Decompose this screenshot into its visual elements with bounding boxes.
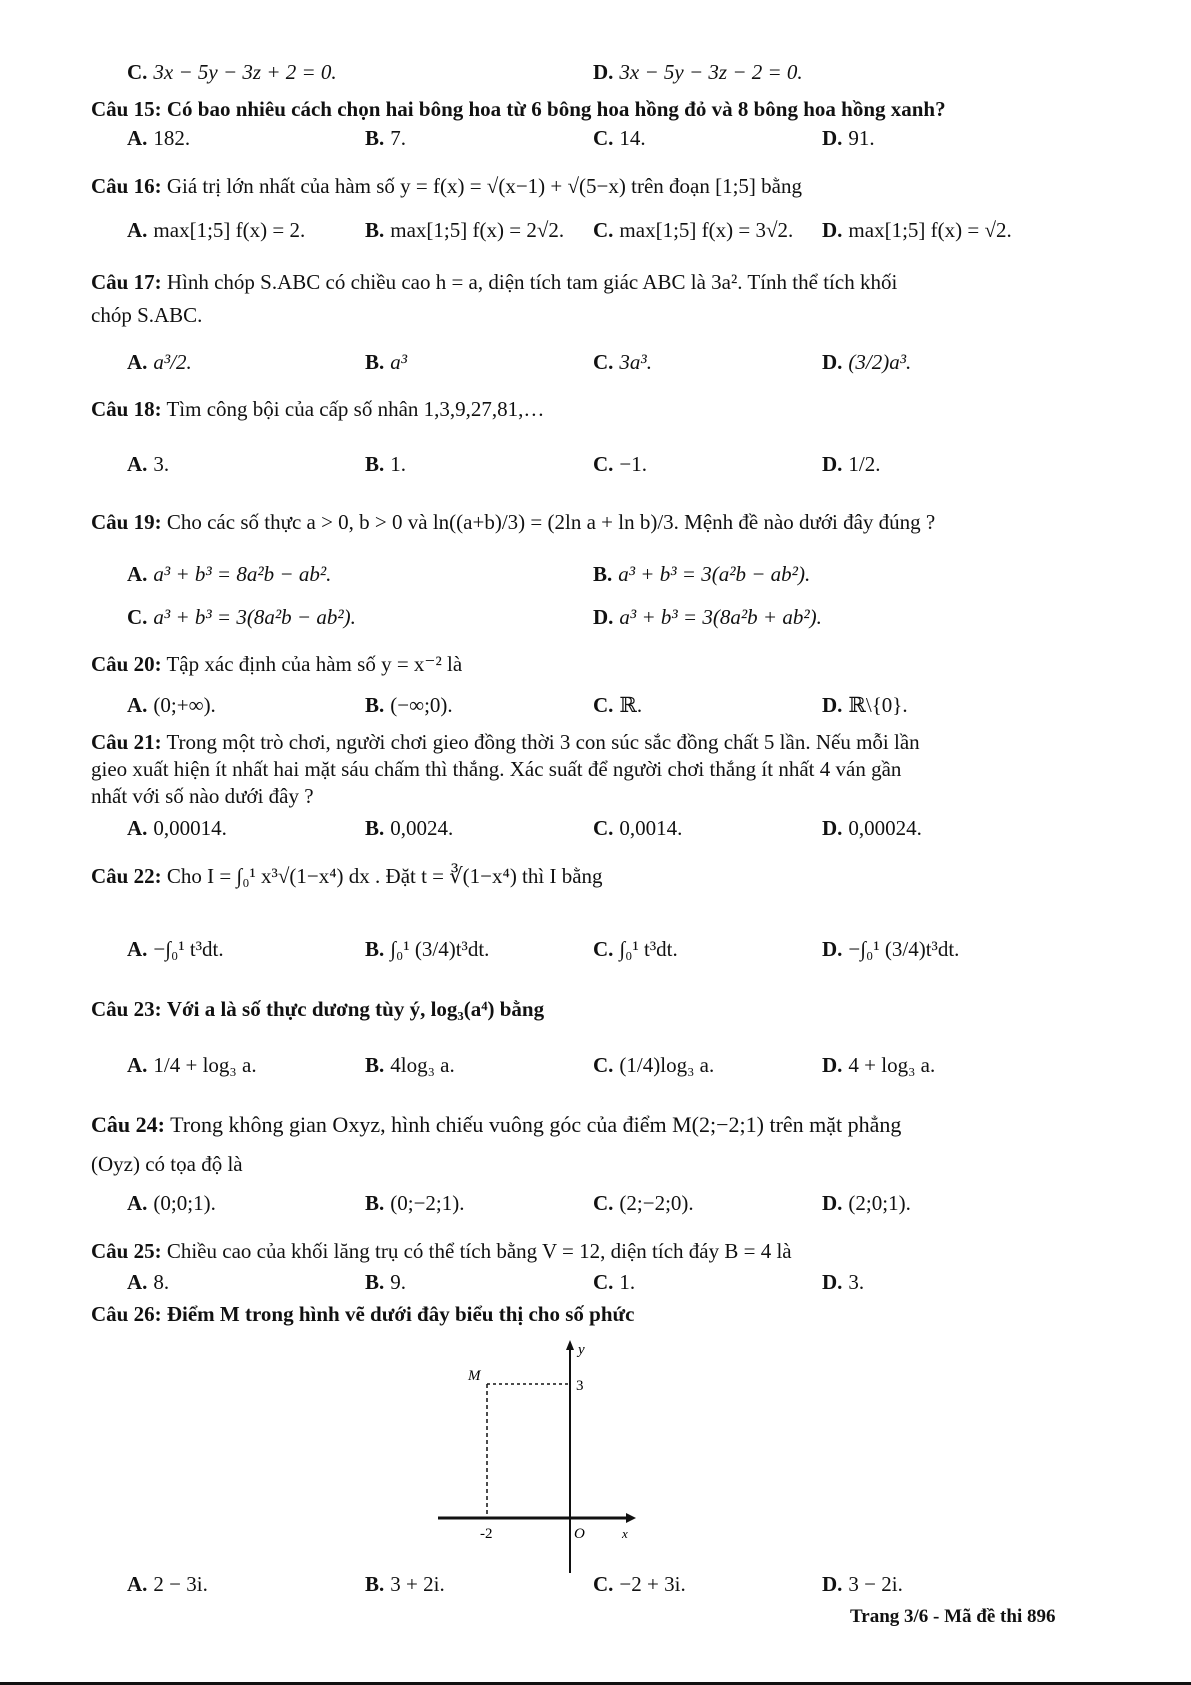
x-axis-label: x <box>622 1526 628 1541</box>
question-24-line2: (Oyz) có tọa độ là <box>91 1152 243 1176</box>
question-text: Cho các số thực a > 0, b > 0 và ln((a+b)/3) = (2ln a + ln b)/3. Mệnh đề nào dưới đây đúng ? <box>166 510 936 534</box>
question-text: Cho I = ∫₀¹ x³√(1−x⁴) dx . Đặt t = ∛(1−x⁴) thì I bằng <box>166 864 603 888</box>
option-a: A. 2 − 3i. <box>127 1572 208 1596</box>
question-21 <box>0 730 1191 760</box>
q20-options <box>0 693 1191 723</box>
question-number: Câu 18: <box>91 397 162 421</box>
question-number: Câu 21: <box>91 730 162 754</box>
option-c: C. (2;−2;0). <box>593 1191 694 1215</box>
q16-options <box>0 218 1191 248</box>
page-footer: Trang 3/6 - Mã đề thi 896 <box>850 1606 1056 1627</box>
question-text: Điểm M trong hình vẽ dưới đây biểu thị cho số phức <box>166 1302 635 1326</box>
q24-options <box>0 1191 1191 1221</box>
option-c: C. 3x − 5y − 3z + 2 = 0. <box>127 60 337 84</box>
question-16 <box>0 174 1191 204</box>
option-b: B. a³ <box>365 350 408 374</box>
question-number: Câu 22: <box>91 864 162 888</box>
question-15 <box>0 97 1191 127</box>
option-c: C. −2 + 3i. <box>593 1572 686 1596</box>
question-text: Tìm công bội của cấp số nhân 1,3,9,27,81,… <box>166 397 545 421</box>
y-axis-label: y <box>578 1342 585 1358</box>
question-23 <box>0 997 1191 1027</box>
question-text: Trong không gian Oxyz, hình chiếu vuông góc của điểm M(2;−2;1) trên mặt phẳng <box>170 1112 902 1137</box>
q22-options <box>0 937 1191 967</box>
q19-options-ab <box>0 562 1191 592</box>
q19-options-cd <box>0 605 1191 635</box>
question-number: Câu 20: <box>91 652 162 676</box>
option-c: C. max[1;5] f(x) = 3√2. <box>593 218 794 242</box>
question-22 <box>0 864 1191 894</box>
q25-options <box>0 1270 1191 1300</box>
option-c: C. (1/4)log₃ a. <box>593 1053 715 1077</box>
option-b: B. (0;−2;1). <box>365 1191 465 1215</box>
option-a: A. 3. <box>127 452 170 476</box>
question-number: Câu 17: <box>91 270 162 294</box>
option-a: A. 1/4 + log₃ a. <box>127 1053 257 1077</box>
question-number: Câu 25: <box>91 1239 162 1263</box>
option-b: B. ∫₀¹ (3/4)t³dt. <box>365 937 490 961</box>
option-a: A. 8. <box>127 1270 170 1294</box>
q23-options <box>0 1053 1191 1083</box>
question-21-line2: gieo xuất hiện ít nhất hai mặt sáu chấm thì thắng. Xác suất để người chơi thắng ít nhất 4 ván gần <box>91 757 902 781</box>
q17-options <box>0 350 1191 380</box>
q21-options <box>0 816 1191 846</box>
question-text: Tập xác định của hàm số y = x⁻² là <box>166 652 463 676</box>
option-a: A. (0;0;1). <box>127 1191 216 1215</box>
x-axis-arrow-icon <box>626 1513 636 1523</box>
question-number: Câu 26: <box>91 1302 162 1326</box>
q15-options <box>0 126 1191 156</box>
question-18 <box>0 397 1191 427</box>
option-d: D. 1/2. <box>822 452 881 476</box>
question-25 <box>0 1239 1191 1269</box>
option-d: D. ℝ\{0}. <box>822 693 908 717</box>
question-17-line2: chóp S.ABC. <box>91 303 203 327</box>
option-a: A. (0;+∞). <box>127 693 216 717</box>
option-d: D. (2;0;1). <box>822 1191 911 1215</box>
y-axis-arrow-icon <box>566 1340 574 1350</box>
question-number: Câu 16: <box>91 174 162 198</box>
option-a: A. 182. <box>127 126 191 150</box>
question-number: Câu 19: <box>91 510 162 534</box>
option-d: D. max[1;5] f(x) = √2. <box>822 218 1012 242</box>
option-b: B. 7. <box>365 126 407 150</box>
option-b: B. 9. <box>365 1270 407 1294</box>
option-b: B. a³ + b³ = 3(a²b − ab²). <box>593 562 811 586</box>
question-text: Hình chóp S.ABC có chiều cao h = a, diện tích tam giác ABC là 3a². Tính thể tích khối <box>166 270 898 294</box>
question-17 <box>0 270 1191 300</box>
question-text: Trong một trò chơi, người chơi gieo đồng thời 3 con súc sắc đồng chất 5 lần. Nếu mỗi lần <box>166 730 920 754</box>
option-a: A. a³/2. <box>127 350 192 374</box>
option-d: D. a³ + b³ = 3(8a²b + ab²). <box>593 605 822 629</box>
q14-options <box>0 60 1191 90</box>
option-d: D. 0,00024. <box>822 816 922 840</box>
question-text: Giá trị lớn nhất của hàm số y = f(x) = √(x−1) + √(5−x) trên đoạn [1;5] bằng <box>166 174 802 198</box>
option-c: C. ℝ. <box>593 693 643 717</box>
question-number: Câu 24: <box>91 1112 165 1137</box>
option-b: B. 4log₃ a. <box>365 1053 455 1077</box>
question-text: Chiều cao của khối lăng trụ có thể tích bằng V = 12, diện tích đáy B = 4 là <box>166 1239 792 1263</box>
point-m-label: M <box>468 1368 481 1384</box>
question-19 <box>0 510 1191 540</box>
option-d: D. 4 + log₃ a. <box>822 1053 936 1077</box>
question-number: Câu 15: <box>91 97 162 121</box>
option-b: B. (−∞;0). <box>365 693 453 717</box>
question-text: Có bao nhiêu cách chọn hai bông hoa từ 6 bông hoa hồng đỏ và 8 bông hoa hồng xanh? <box>166 97 946 121</box>
question-24 <box>0 1112 1191 1142</box>
question-text: Với a là số thực dương tùy ý, log₃(a⁴) bằng <box>166 997 545 1021</box>
option-d: D. (3/2)a³. <box>822 350 912 374</box>
option-a: A. 0,00014. <box>127 816 227 840</box>
option-b: B. max[1;5] f(x) = 2√2. <box>365 218 565 242</box>
option-c: C. −1. <box>593 452 648 476</box>
option-d: D. 3. <box>822 1270 865 1294</box>
option-d: D. 3 − 2i. <box>822 1572 903 1596</box>
option-a: A. a³ + b³ = 8a²b − ab². <box>127 562 332 586</box>
option-a: A. −∫₀¹ t³dt. <box>127 937 224 961</box>
option-d: D. 3x − 5y − 3z − 2 = 0. <box>593 60 803 84</box>
question-21-line3: nhất với số nào dưới đây ? <box>91 784 314 808</box>
option-c: C. ∫₀¹ t³dt. <box>593 937 678 961</box>
option-c: C. 14. <box>593 126 646 150</box>
option-b: B. 1. <box>365 452 407 476</box>
question-26 <box>0 1302 1191 1332</box>
question-20 <box>0 652 1191 682</box>
q26-options <box>0 1572 1191 1602</box>
x-tick-label: -2 <box>480 1526 493 1542</box>
option-b: B. 3 + 2i. <box>365 1572 445 1596</box>
option-c: C. 3a³. <box>593 350 652 374</box>
origin-label: O <box>574 1526 585 1542</box>
complex-plane-figure <box>430 1338 690 1578</box>
option-d: D. 91. <box>822 126 875 150</box>
y-tick-label: 3 <box>576 1378 584 1394</box>
question-number: Câu 23: <box>91 997 162 1021</box>
q18-options <box>0 452 1191 482</box>
option-c: C. a³ + b³ = 3(8a²b − ab²). <box>127 605 356 629</box>
option-c: C. 0,0014. <box>593 816 683 840</box>
option-d: D. −∫₀¹ (3/4)t³dt. <box>822 937 960 961</box>
option-b: B. 0,0024. <box>365 816 454 840</box>
option-a: A. max[1;5] f(x) = 2. <box>127 218 306 242</box>
option-c: C. 1. <box>593 1270 636 1294</box>
